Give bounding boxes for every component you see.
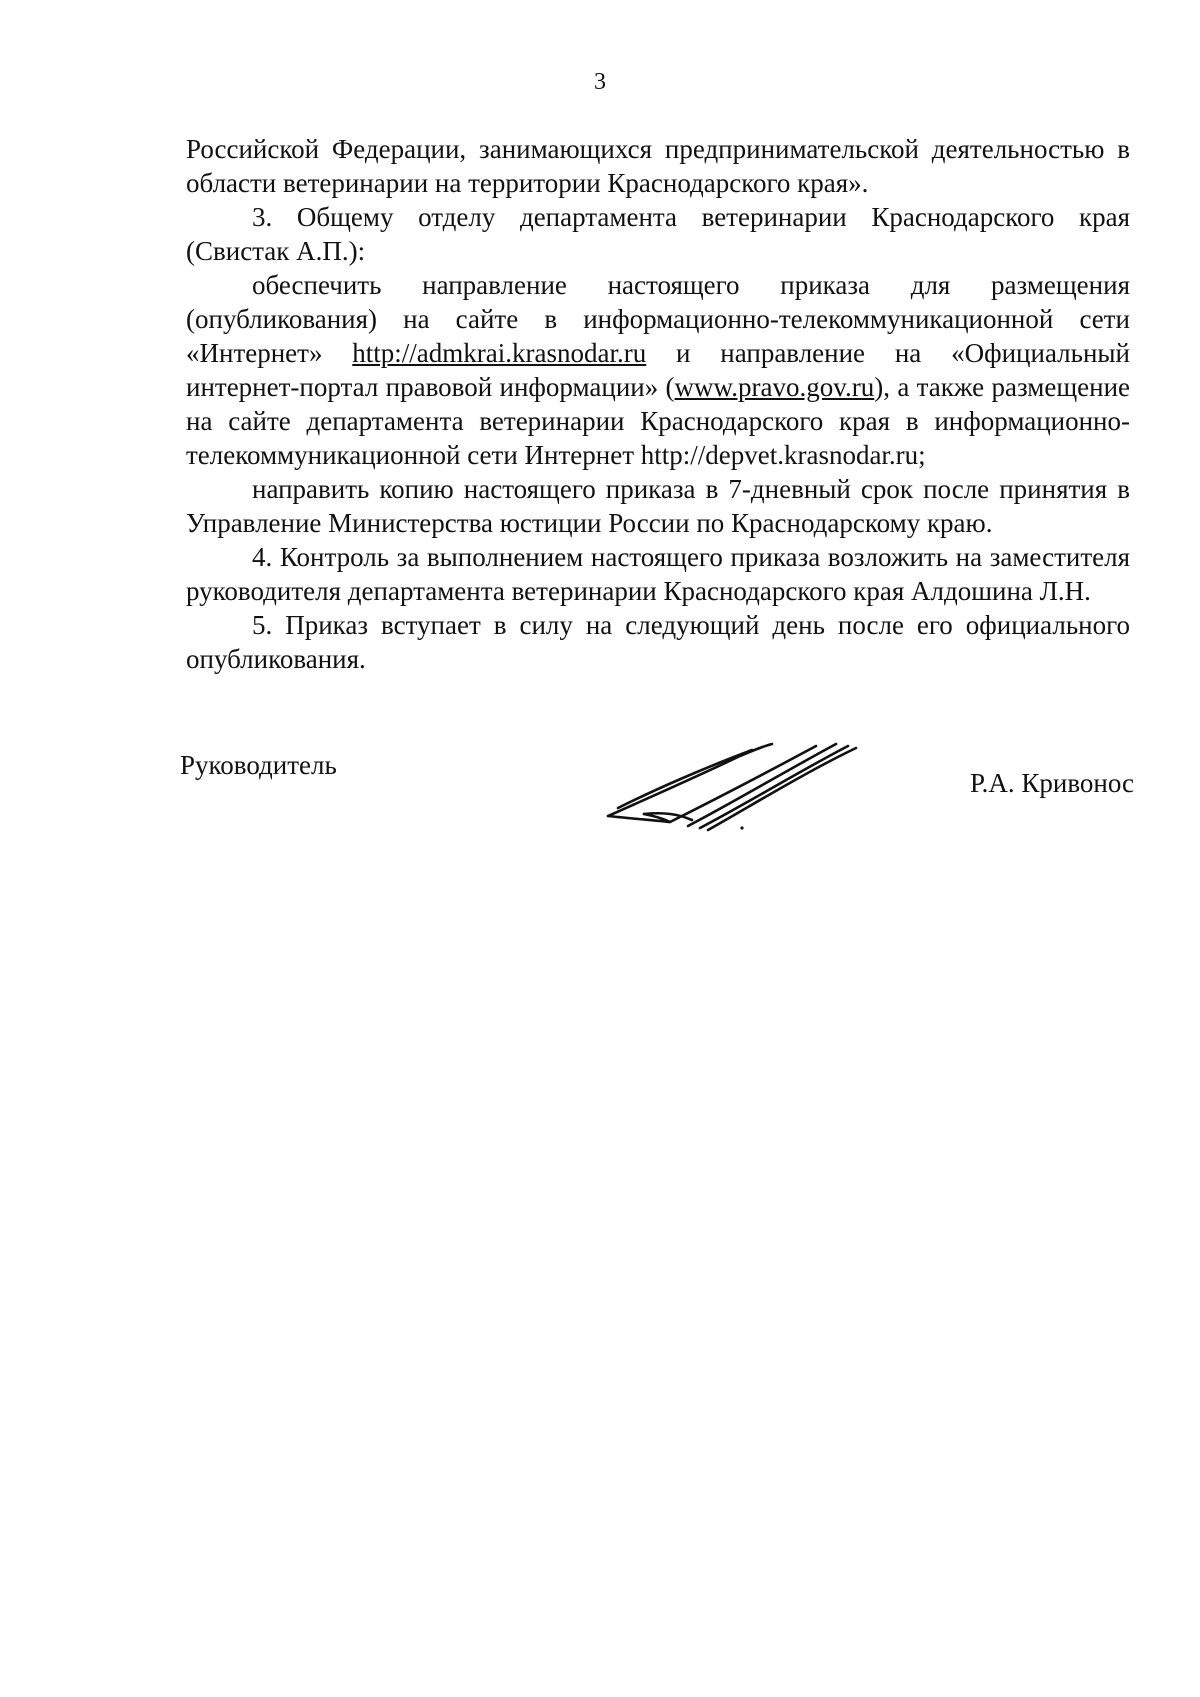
paragraph-item-3-publish	[186, 268, 1130, 472]
paragraph-item-4: 4. Контроль за выполнением настоящего приказа возложить на заместителя руководителя департамента ветеринарии Краснодарского края Алдошина Л.Н.	[186, 542, 1130, 606]
document-body	[186, 132, 1130, 676]
signature-block	[0, 748, 1200, 868]
page-number: 3	[594, 69, 606, 95]
signatory-title: Руководитель	[180, 750, 337, 780]
signatory-name: Р.А. Кривонос	[969, 768, 1134, 798]
link-admkrai[interactable]: http://admkrai.krasnodar.ru	[352, 338, 647, 368]
paragraph-continuation: Российской Федерации, занимающихся предпринимательской деятельностью в области ветеринарии на территории Краснодарского края».	[186, 134, 1130, 198]
paragraph-text: и направление на «Официальный интернет-портал правовой информации» (	[186, 338, 1130, 402]
paragraph-text: обеспечить направление настоящего приказа для размещения (опубликования) на сайте в информационно-телекоммуникационной сети «Интернет»	[186, 270, 1130, 368]
paragraph-item-3: 3. Общему отделу департамента ветеринарии Краснодарского края (Свистак А.П.):	[186, 202, 1130, 266]
paragraph-item-5: 5. Приказ вступает в силу на следующий день после его официального опубликования.	[186, 610, 1130, 674]
paragraph-item-3-copy: направить копию настоящего приказа в 7-дневный срок после принятия в Управление Министерства юстиции России по Краснодарскому краю.	[186, 474, 1130, 538]
link-pravo[interactable]: www.pravo.gov.ru	[674, 372, 875, 402]
handwritten-signature	[604, 742, 866, 838]
paragraph-text: ), а также размещение на сайте департамента ветеринарии Краснодарского края в информационно-телекоммуникационной сети Интернет http://depvet.krasnodar.ru;	[186, 372, 1130, 470]
